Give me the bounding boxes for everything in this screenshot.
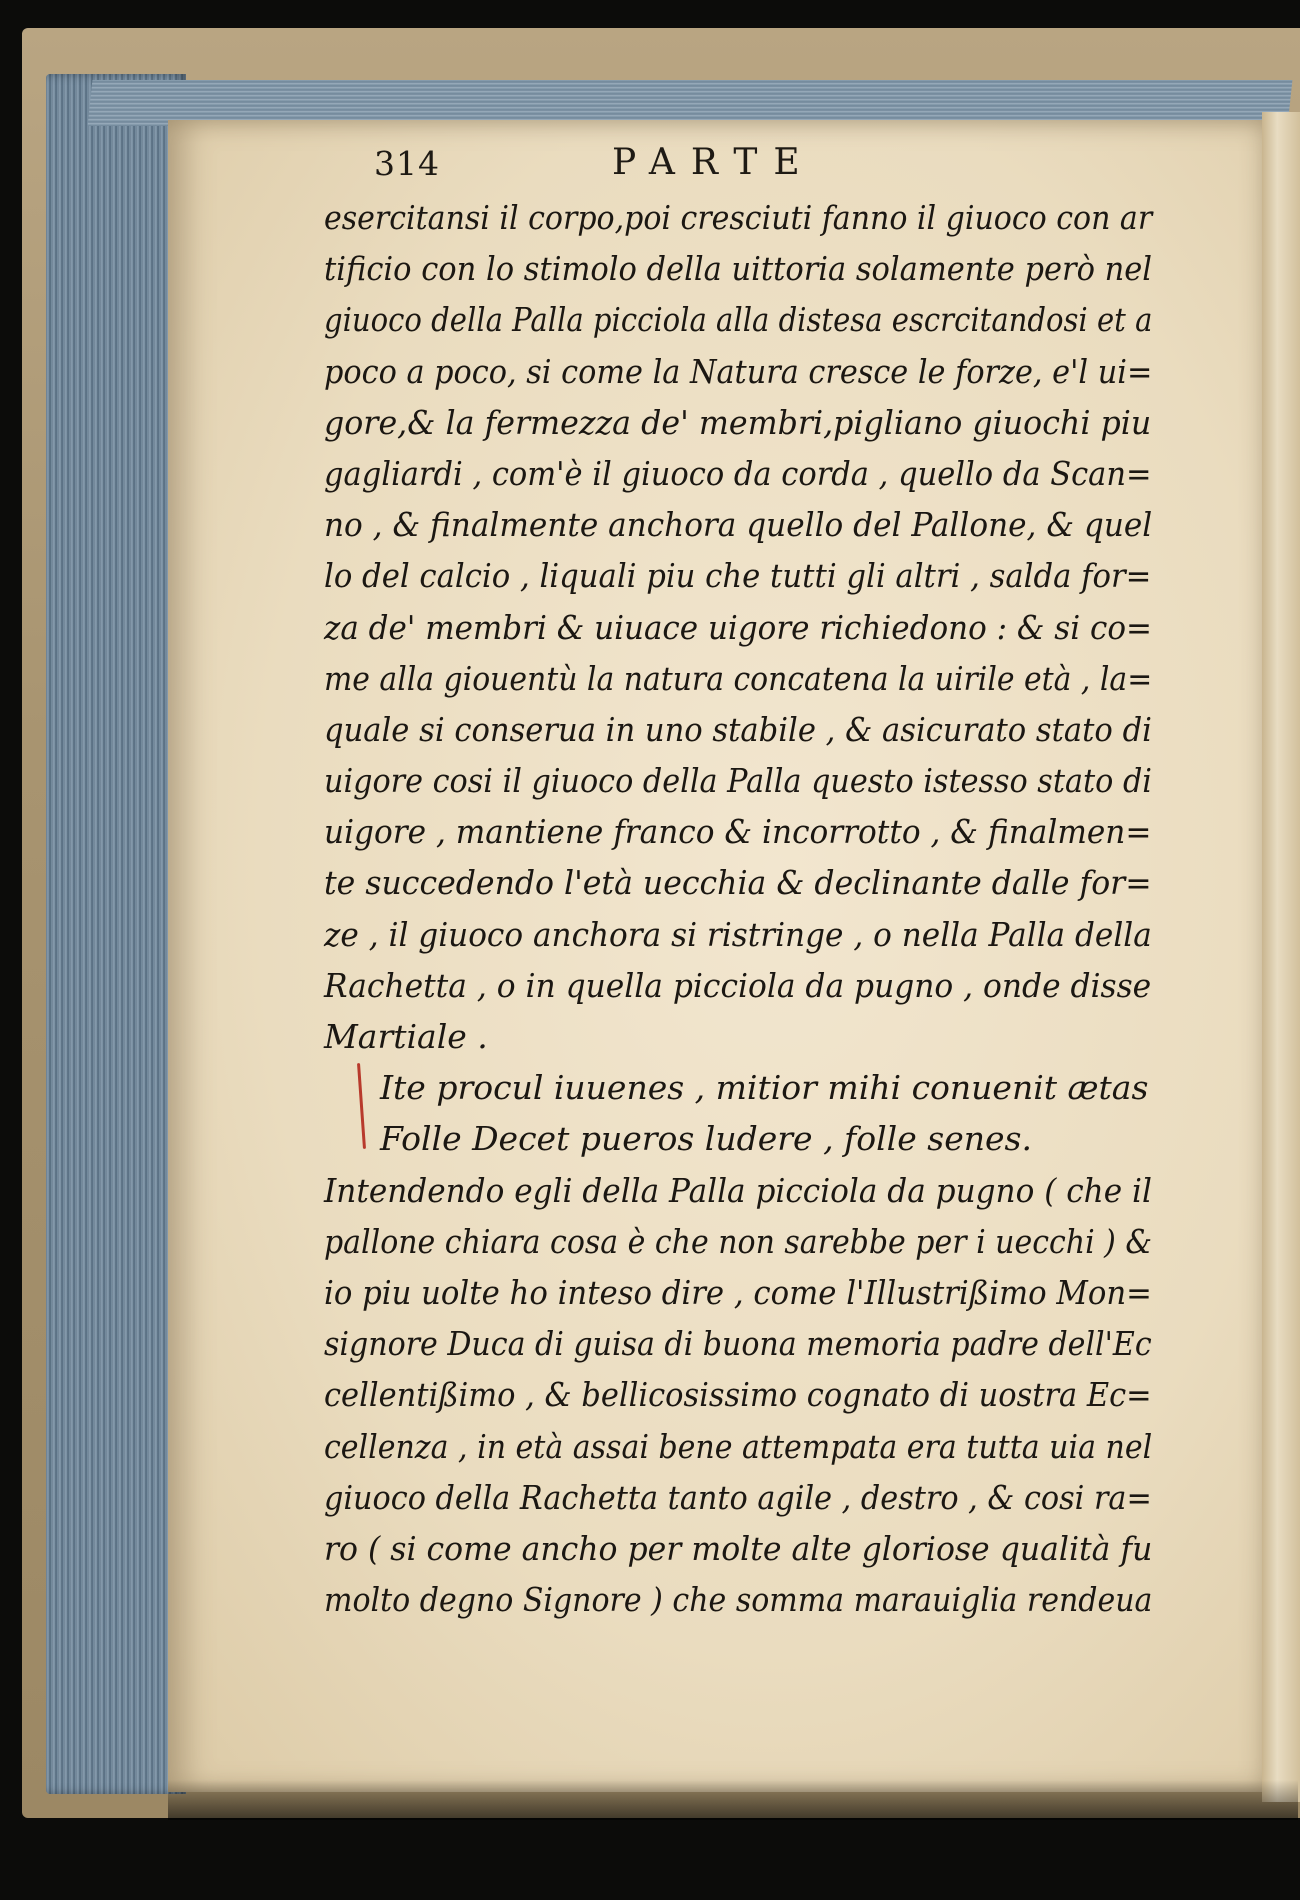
page-edges — [46, 74, 186, 1794]
text-line: giuoco della Palla picciola alla distesa escrcitandosi et a — [324, 300, 1153, 340]
text-line: giuoco della Rachetta tanto agile , destro , & cosi ra= — [324, 1477, 1152, 1517]
text-line: cellentißimo , & bellicosissimo cognato di uostra Ec= — [324, 1375, 1152, 1415]
page-number: 314 — [374, 144, 440, 183]
text-line: Rachetta , o in quella picciola da pugno , onde disse — [324, 965, 1152, 1005]
text-line: uigore cosi il giuoco della Palla questo istesso stato di — [324, 761, 1152, 801]
text-line: lo del calcio , liquali piu che tutti gli altri , salda for= — [324, 556, 1152, 596]
text-line: te succedendo l'età uecchia & declinante dalle for= — [324, 863, 1152, 903]
text-line: Intendendo egli della Palla picciola da pugno ( che il — [324, 1170, 1152, 1210]
text-line: gore,& la fermezza de' membri,pigliano giuochi piu — [324, 402, 1152, 442]
text-line: uigore , mantiene franco & incorrotto , & finalmen= — [324, 812, 1152, 852]
text-line: Martiale . — [324, 1017, 488, 1056]
text-line: no , & finalmente anchora quello del Pallone, & quel — [324, 505, 1153, 545]
text-line: gagliardi , com'è il giuoco da corda , quello da Scan= — [324, 453, 1152, 493]
text-line: cellenza , in età assai bene attempata era tutta uia nel — [324, 1426, 1153, 1466]
text-line: molto degno Signore ) che somma marauiglia rendeua — [324, 1580, 1153, 1620]
verse-line: Folle Decet pueros ludere , folle senes. — [380, 1119, 1032, 1159]
text-line: za de' membri & uiuace uigore richiedono : & si co= — [324, 607, 1152, 647]
text-block — [324, 192, 1152, 1625]
verse-line: Ite procul iuuenes , mitior mihi conuenit ætas — [380, 1068, 1149, 1108]
bottom-shadow — [168, 1780, 1298, 1820]
text-line: ro ( si come ancho per molte alte gloriose qualità fu — [324, 1528, 1153, 1568]
facing-page-edge — [1262, 112, 1300, 1802]
running-head: PARTE — [612, 142, 816, 183]
text-line: esercitansi il corpo,poi cresciuti fanno il giuoco con ar — [324, 198, 1153, 237]
text-line: quale si conserua in uno stabile , & asicurato stato di — [324, 709, 1152, 749]
text-line: tificio con lo stimolo della uittoria solamente però nel — [324, 249, 1153, 289]
text-line: me alla giouentù la natura concatena la uirile età , la= — [324, 658, 1153, 698]
text-line: pallone chiara cosa è che non sarebbe per i uecchi ) & — [324, 1221, 1153, 1261]
text-line: io piu uolte ho inteso dire , come l'Illustrißimo Mon= — [324, 1272, 1152, 1312]
text-line: signore Duca di guisa di buona memoria padre dell'Ec — [324, 1324, 1152, 1364]
text-line: ze , il giuoco anchora si ristringe , o nella Palla della — [324, 914, 1152, 954]
text-line: poco a poco, si come la Natura cresce le forze, e'l ui= — [324, 351, 1153, 391]
